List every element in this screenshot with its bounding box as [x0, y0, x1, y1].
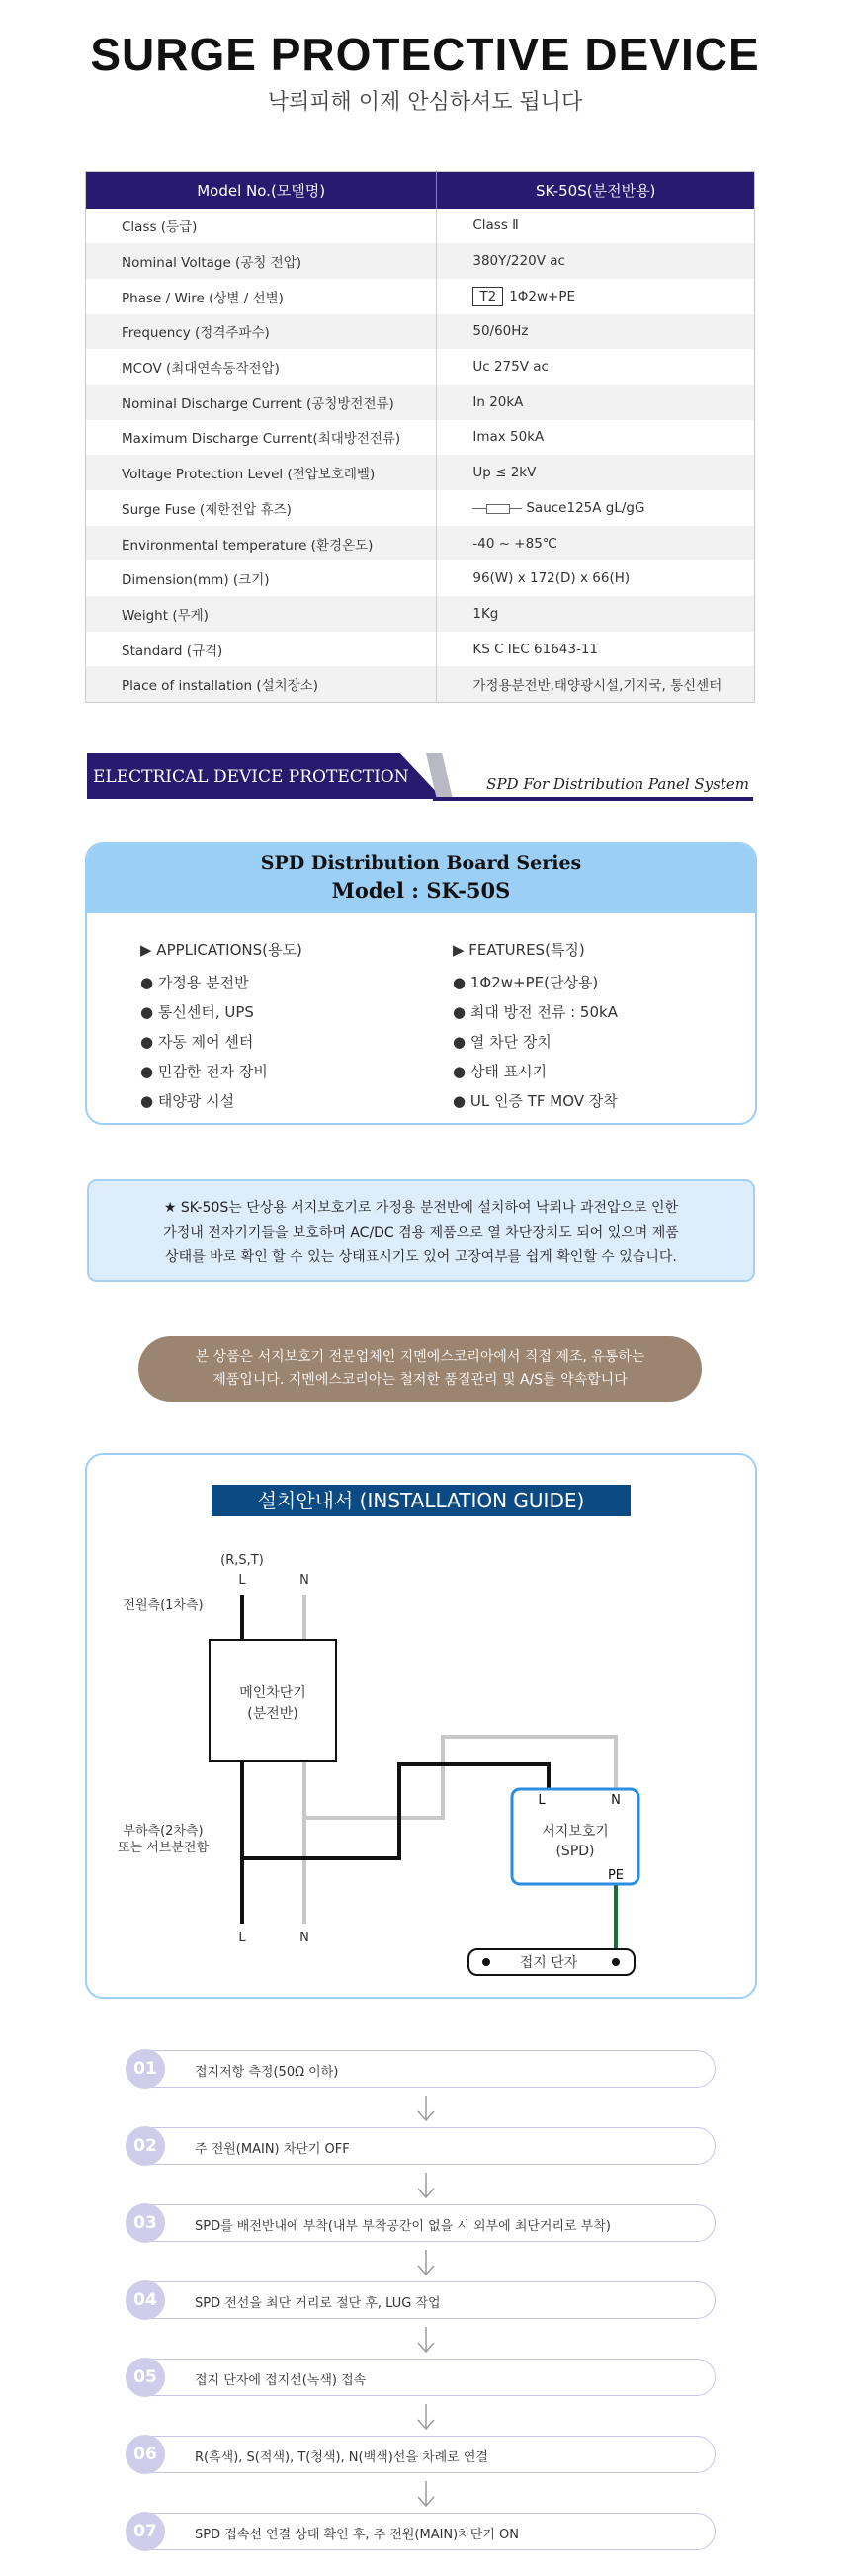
page-subtitle: 낙뢰피해 이제 안심하셔도 됩니다	[267, 90, 583, 115]
spec-header-row	[86, 172, 755, 209]
list-item: ● 자동 제어 센터	[140, 1033, 254, 1051]
table-row	[86, 385, 755, 420]
applications-heading: ▶ APPLICATIONS(용도)	[140, 941, 302, 959]
l-wire-to-spd	[242, 1764, 549, 1858]
spd-label: (SPD)	[555, 1844, 595, 1859]
bottom-l-label: L	[238, 1931, 246, 1945]
load-side-label: 또는 서브분전함	[117, 1841, 210, 1855]
list-item: ● 열 차단 장치	[453, 1033, 552, 1051]
step-number: 02	[126, 2126, 165, 2166]
arrow-down-icon	[415, 2479, 437, 2509]
spec-value: 96(W) x 172(D) x 66(H)	[437, 560, 755, 596]
install-step	[127, 2127, 716, 2165]
spec-label: Nominal Discharge Current (공칭방전전류)	[86, 385, 437, 420]
top-l-label: L	[238, 1573, 246, 1588]
pill-line: 본 상품은 서지보호기 전문업체인 지멘에스코리아에서 직접 제조, 유통하는	[195, 1349, 645, 1365]
list-item: ● 태양광 시설	[140, 1092, 235, 1110]
spd-card-header	[87, 844, 755, 913]
banner-right-text: SPD For Distribution Panel System	[486, 775, 749, 793]
spd-label: 서지보호기	[542, 1824, 609, 1840]
table-row	[86, 526, 755, 561]
table-row	[86, 209, 755, 244]
installation-guide	[85, 1453, 757, 1999]
spd-card-title: SPD Distribution Board Series	[260, 852, 582, 874]
features-list	[453, 939, 749, 1120]
list-item: ● 최대 방전 전류 : 50kA	[453, 1003, 618, 1021]
arrow-down-icon	[415, 2402, 437, 2432]
table-row	[86, 666, 755, 702]
wiring-diagram	[87, 1455, 759, 2001]
spec-label: Frequency (정격주파수)	[86, 314, 437, 350]
spec-value: -40 ~ +85℃	[437, 526, 755, 561]
ground-dot-icon	[612, 1958, 620, 1966]
step-number: 01	[126, 2049, 165, 2089]
note-line: 상태를 바로 확인 할 수 있는 상태표시기도 있어 고장여부를 쉽게 확인할 수 있습니다.	[165, 1249, 677, 1265]
install-step	[127, 2436, 716, 2473]
step-text: SPD 접속선 연결 상태 확인 후, 주 전원(MAIN)차단기 ON	[195, 2528, 519, 2542]
spec-label: MCOV (최대연속동작전압)	[122, 361, 280, 378]
source-side-label: 전원측(1차측)	[123, 1598, 204, 1613]
list-item: ● UL 인증 TF MOV 장착	[453, 1092, 618, 1110]
spec-header-value: SK-50S(분전반용)	[437, 172, 755, 209]
spec-label: Surge Fuse (제한전압 휴즈)	[122, 501, 292, 518]
list-item: ● 상태 표시기	[453, 1063, 548, 1080]
pill-line: 제품입니다. 지멘에스코리아는 철저한 품질관리 및 A/S를 약속합니다	[212, 1372, 628, 1388]
table-row	[86, 490, 755, 526]
class-badge: T2	[472, 287, 503, 306]
spec-value: In 20kA	[437, 385, 755, 420]
spec-label: Class (등급)	[122, 219, 198, 236]
arrow-down-icon	[415, 2171, 437, 2200]
list-item: ● 1Φ2w+PE(단상용)	[453, 974, 599, 991]
manufacturer-pill	[138, 1336, 702, 1402]
list-item: ● 가정용 분전반	[140, 974, 249, 991]
step-number: 06	[126, 2435, 165, 2474]
step-text: SPD 전선을 최단 거리로 절단 후, LUG 작업	[195, 2296, 441, 2311]
spec-value: Sauce125A gL/gG	[526, 499, 645, 516]
spec-value: 1Φ2w+PE	[509, 288, 576, 304]
spec-value: Up ≤ 2kV	[437, 455, 755, 490]
list-item: ● 민감한 전자 장비	[140, 1063, 268, 1080]
step-number: 05	[126, 2358, 165, 2397]
spec-label: Place of installation (설치장소)	[86, 666, 437, 702]
spec-label: Nominal Voltage (공칭 전압)	[86, 243, 437, 279]
banner-left-text: ELECTRICAL DEVICE PROTECTION	[93, 767, 409, 787]
spec-value: 380Y/220V ac	[437, 243, 755, 279]
bottom-n-label: N	[299, 1931, 309, 1945]
note-line: 가정내 전자기기들을 보호하며 AC/DC 겸용 제품으로 열 차단장치도 되어 있으며 제품	[163, 1225, 679, 1241]
spec-value: 가정용분전반,태양광시설,기지국, 통신센터	[437, 666, 755, 702]
table-row	[86, 279, 755, 314]
spec-header-model: Model No.(모델명)	[86, 172, 437, 209]
product-note	[87, 1179, 755, 1282]
list-item: ● 통신센터, UPS	[140, 1003, 254, 1021]
install-step	[127, 2513, 716, 2550]
table-row	[86, 349, 755, 385]
arrow-down-icon	[415, 2325, 437, 2355]
page-title: SURGE PROTECTIVE DEVICE	[90, 29, 760, 80]
top-n-label: N	[299, 1573, 309, 1588]
arrow-down-icon	[415, 2248, 437, 2277]
spd-l-label: L	[538, 1793, 546, 1808]
guide-title: 설치안내서 (INSTALLATION GUIDE)	[212, 1485, 631, 1516]
table-row	[86, 560, 755, 596]
spec-label: Dimension(mm) (크기)	[122, 572, 270, 589]
step-text: SPD를 배전반내에 부착(내부 부착공간이 없을 시 외부에 최단거리로 부착)	[195, 2219, 611, 2234]
features-heading: ▶ FEATURES(특징)	[453, 941, 585, 959]
arrow-down-icon	[415, 2094, 437, 2123]
spec-label: Voltage Protection Level (전압보호레벨)	[86, 455, 437, 490]
step-number: 07	[126, 2512, 165, 2551]
spec-value: Uc 275V ac	[437, 349, 755, 385]
spec-label: Maximum Discharge Current(최대방전전류)	[122, 431, 401, 448]
spec-label: Environmental temperature (환경온도)	[86, 526, 437, 561]
step-number: 03	[126, 2203, 165, 2243]
spec-value-cell	[437, 490, 755, 526]
install-step	[127, 2359, 716, 2396]
banner-underline	[433, 797, 753, 801]
load-side-label: 부하측(2차측)	[123, 1824, 204, 1839]
step-text: 주 전원(MAIN) 차단기 OFF	[195, 2142, 350, 2157]
spec-value: Class Ⅱ	[437, 209, 755, 244]
spec-label: Standard (규격)	[122, 643, 223, 659]
install-step	[127, 2281, 716, 2319]
spec-table	[85, 171, 755, 703]
table-row	[86, 314, 755, 350]
ground-label: 접지 단자	[519, 1955, 578, 1971]
spec-label: Phase / Wire (상별 / 선별)	[122, 290, 284, 306]
spec-value-cell	[437, 279, 755, 314]
install-step	[127, 2050, 716, 2088]
applications-list	[140, 939, 437, 1120]
spd-n-label: N	[611, 1793, 621, 1808]
spd-pe-label: PE	[607, 1868, 625, 1883]
fuse-icon	[472, 503, 522, 513]
step-text: R(흑색), S(적색), T(청색), N(백색)선을 차례로 연결	[195, 2450, 488, 2465]
table-row	[86, 632, 755, 667]
step-number: 04	[126, 2280, 165, 2320]
rst-label: (R,S,T)	[220, 1553, 264, 1568]
table-row	[86, 243, 755, 279]
table-row	[86, 455, 755, 490]
breaker-label: (분전반)	[247, 1706, 298, 1722]
spec-value: 1Kg	[437, 596, 755, 632]
spec-value: KS C IEC 61643-11	[437, 632, 755, 667]
spd-card	[85, 842, 757, 1125]
step-text: 접지 단자에 접지선(녹색) 접속	[195, 2373, 367, 2388]
spec-value: Imax 50kA	[437, 420, 755, 456]
section-banner	[87, 753, 753, 803]
note-line: ★ SK-50S는 단상용 서지보호기로 가정용 분전반에 설치하여 낙뢰나 과전압으로 인한	[163, 1200, 679, 1216]
table-row	[86, 420, 755, 456]
breaker-label: 메인차단기	[239, 1685, 306, 1701]
step-text: 접지저항 측정(50Ω 이하)	[195, 2065, 339, 2080]
spec-value: 50/60Hz	[437, 314, 755, 350]
ground-dot-icon	[482, 1958, 490, 1966]
spd-card-model: Model : SK-50S	[331, 878, 511, 902]
spec-label: Weight (무게)	[86, 596, 437, 632]
table-row	[86, 596, 755, 632]
install-step	[127, 2204, 716, 2242]
